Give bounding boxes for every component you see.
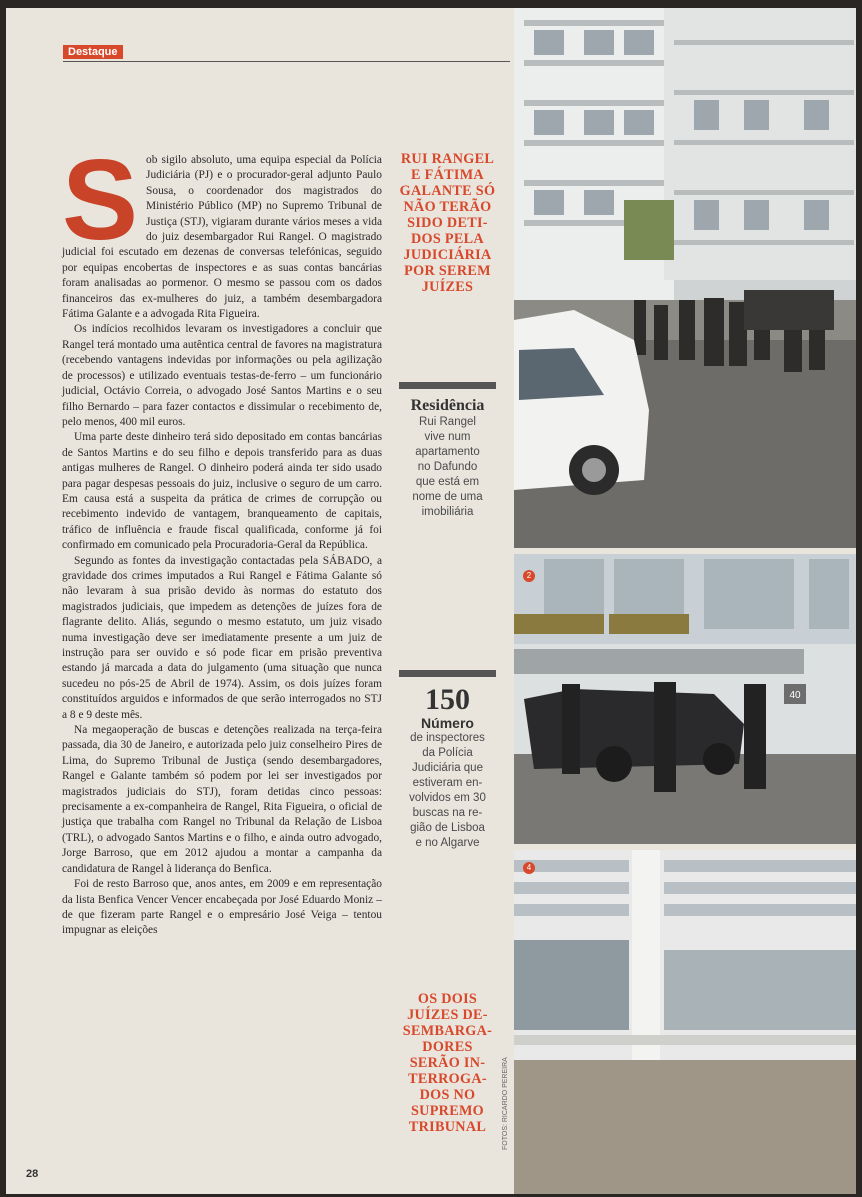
photo-facade-image xyxy=(514,850,856,1194)
photo-badge-2: 2 xyxy=(523,570,535,582)
photo-building-image xyxy=(514,8,856,548)
paragraph-4: Segundo as fontes da investigação contactadas pela SÁBADO, a gravidade dos crimes imputados a Rui Rangel e Fátima Galante só não levaram à sua prisão devido às normas do estatuto dos magistrados judiciais, que impedem as detenções de juízes fora de flagrante delito. Aliás, segundo o mesmo estatuto, um juiz visado numa investigação deve ser imediatamente presente a um juiz de instrução para ser ouvido e só pode ficar em prisão preventiva estando já marcada a data do julgamento (uma situação que nunca sucedeu no pós-25 de Abril de 1974). Assim, os dois juízes foram constituídos arguidos e informados de que serão interrogados no STJ a 8 e 9 deste mês. xyxy=(62,554,382,721)
photo-badge-4: 4 xyxy=(523,862,535,874)
photo-building xyxy=(514,8,856,548)
paragraph-1: Sob sigilo absoluto, uma equipa especial da Polícia Judiciária (PJ) e o procurador-geral adjunto Paulo Sousa, o coordenador dos magistrados do Ministério Público (MP) no Supremo Tribunal de Justiça (STJ), vigiaram durante vários meses a vida do juiz desembargador Rui Rangel. O magistrado judicial foi escutado em dezenas de conversas telefónicas, seguido por equipas encobertas de inspectores e as suas contas bancárias foram analisadas ao pormenor. O mesmo se passou com os dados financeiros das ex-mulheres do juiz, a também desembargadora Fátima Galante e a advogada Rita Figueira. xyxy=(62,137,382,321)
paragraph-2: Os indícios recolhidos levaram os investigadores a concluir que Rangel terá montado uma autêntica central de favores na magistratura (recebendo vantagens indevidas por informações ou pela agilização de processos) e utilizado eventuais testas-de-ferro – um funcionário judicial, Octávio Correia, o advogado José Santos Martins e o seu filho Bernardo – para fazer contactos e dissimular o recebimento de, pelo menos, 400 mil euros. xyxy=(62,323,382,428)
pull-quote-top: RUI RANGEL E FÁTIMA GALANTE SÓ NÃO TERÃO SIDO DETI- DOS PELA JUDICIÁRIA POR SEREM JUÍZES xyxy=(399,151,496,295)
page-number: 28 xyxy=(26,1168,39,1180)
photo-facade xyxy=(514,850,856,1194)
paragraph-3: Uma parte deste dinheiro terá sido depositado em contas bancárias de Santos Martins e do seu filho e depois transferido para as duas antigas mulheres de Rangel. O dinheiro poderá ainda ter sido usado para pagar despesas pessoais do juiz, inclusive o seguro de um carro. Em causa está a suspeita da prática de crimes de corrupção ou recebimento indevido de vantagem, branqueamento de capitais, tráfico de influência e fraude fiscal qualificada, conforme já foi confirmado em comunicado pela Procuradoria-Geral da República. xyxy=(62,431,382,552)
magazine-page xyxy=(6,8,856,1194)
stat-number: 150 xyxy=(425,683,470,716)
residence-text: Rui Rangel vive num apartamento no Dafundo que está em nome de uma imobiliária xyxy=(412,416,483,518)
photo-arrivals-image xyxy=(514,554,856,844)
residence-box xyxy=(397,382,498,520)
pull-quote-bottom: OS DOIS JUÍZES DE- SEMBARGA- DORES SERÃO IN- TERROGA- DOS NO SUPREMO TRIBUNAL xyxy=(402,991,493,1135)
stat-text: de inspectores da Polícia Judiciária que estiveram en- volvidos em 30 buscas na re- gião de Lisboa e no Algarve xyxy=(409,732,486,849)
stat-box xyxy=(397,670,498,851)
building-number: 40 xyxy=(789,690,801,701)
section-tag: Destaque xyxy=(63,45,123,59)
stat-label: Número xyxy=(421,715,474,731)
paragraph-5: Na megaoperação de buscas e detenções realizada na terça-feira passada, dia 30 de Janeiro, e autorizada pelo juiz conselheiro Pires de Lima, do Supremo Tribunal de Justiça (sendo desembargadores, Rangel e Galante também só podem por lei ser investigados por magistrados judiciais do STJ), foram detidas cinco pessoas: precisamente a ex-companheira de Rangel, Rita Figueira, o oficial de justiça que trabalha com Rangel no Tribunal da Relação de Lisboa (TRL), o advogado Santos Martins e o filho, e ainda outro advogado, Jorge Barroso, que em 2012 ajudou a montar a campanha da candidatura de Rangel à liderança do Benfica. xyxy=(62,724,382,875)
drop-cap: S xyxy=(62,137,139,264)
box-divider xyxy=(399,382,496,389)
photo-credit: FOTOS: RICARDO PEREIRA xyxy=(502,1057,509,1150)
article-body xyxy=(62,137,382,939)
paragraph-6: Foi de resto Barroso que, anos antes, em 2009 e em representação da lista Benfica Vencer Vencer encabeçada por José Eduardo Moniz – de que fizeram parte Rangel e o empresário José Veiga – tentou impugnar as eleições xyxy=(62,878,382,937)
top-rule xyxy=(63,61,510,62)
photo-arrivals xyxy=(514,554,856,844)
box-divider xyxy=(399,670,496,677)
residence-heading: Residência xyxy=(410,397,485,414)
